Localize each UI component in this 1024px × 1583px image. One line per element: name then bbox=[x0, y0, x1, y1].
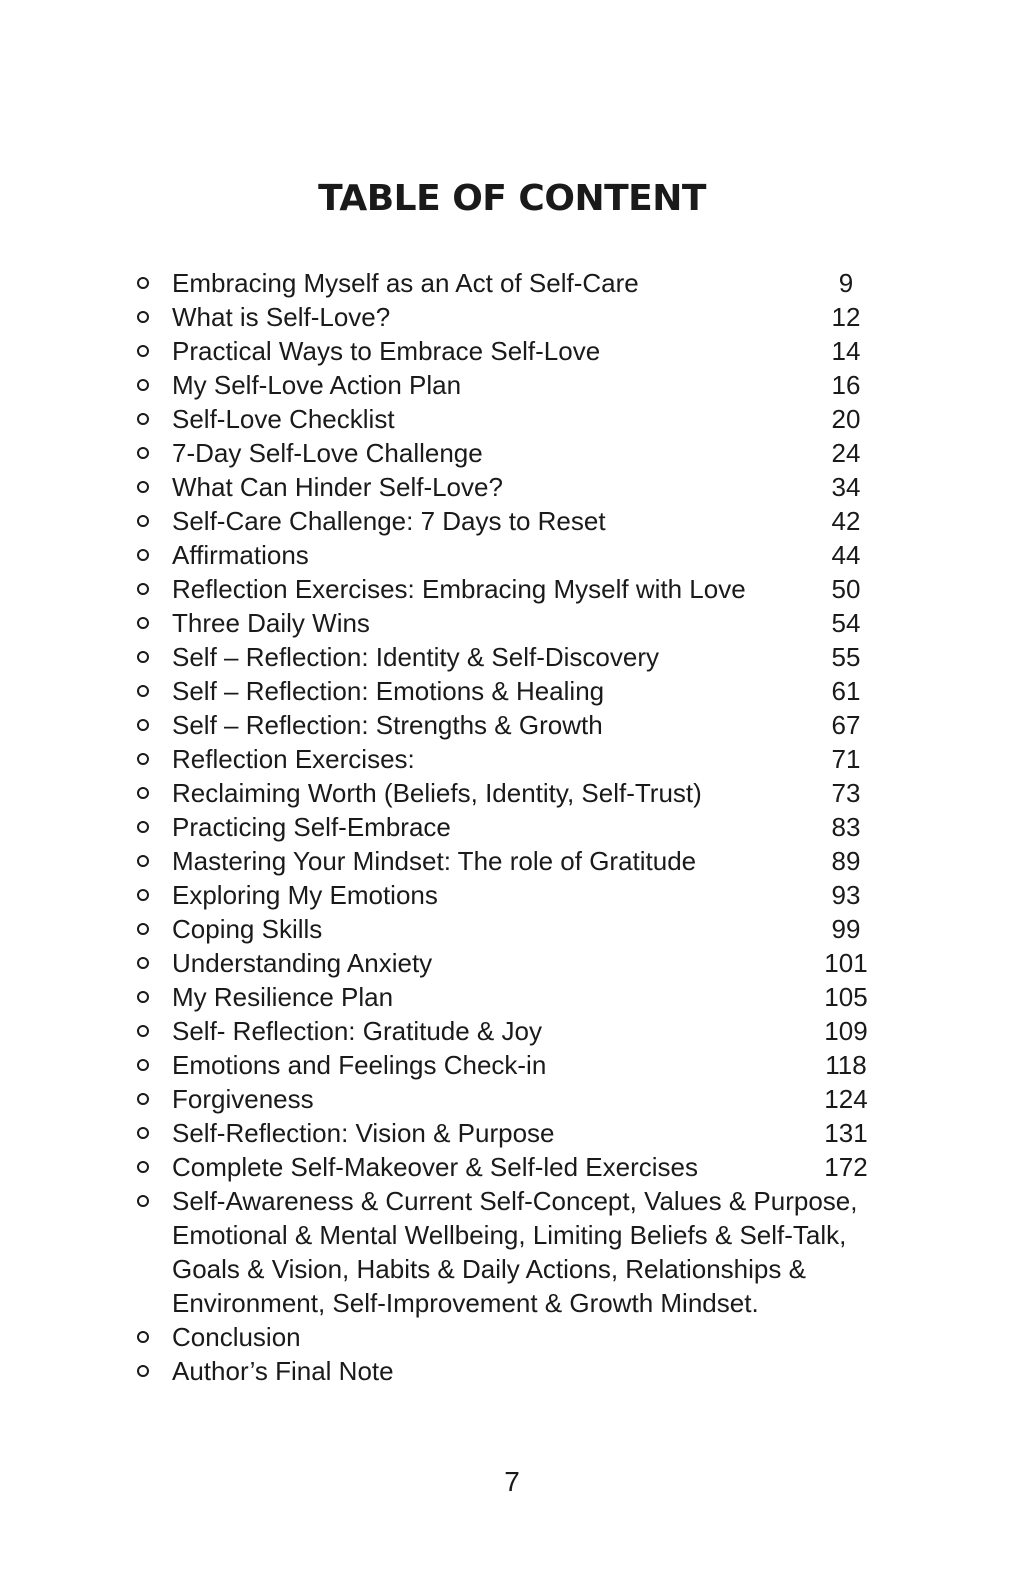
bullet-circle-icon bbox=[136, 844, 172, 878]
bullet-circle-icon bbox=[136, 674, 172, 708]
bullet-circle-icon bbox=[136, 1150, 172, 1184]
toc-entry-title: Self- Reflection: Gratitude & Joy bbox=[172, 1016, 542, 1046]
bullet-circle-icon bbox=[136, 640, 172, 674]
toc-entry-title: Three Daily Wins bbox=[172, 608, 370, 638]
toc-entry-page: 109 bbox=[824, 1016, 868, 1046]
toc-entry bbox=[136, 1354, 936, 1388]
bullet-circle-icon bbox=[136, 878, 172, 912]
toc-entry-page: 44 bbox=[831, 540, 861, 570]
toc-entry-page: 61 bbox=[831, 676, 861, 706]
toc-entry bbox=[136, 1116, 936, 1150]
toc-entry-page: 131 bbox=[824, 1118, 868, 1148]
bullet-circle-icon bbox=[136, 1082, 172, 1116]
toc-entry bbox=[136, 266, 936, 300]
bullet-circle-icon bbox=[136, 912, 172, 946]
toc-entry-title: Mastering Your Mindset: The role of Gratitude bbox=[172, 846, 697, 876]
toc-entry-page: 124 bbox=[824, 1084, 868, 1114]
toc-entry-page: 12 bbox=[831, 302, 861, 332]
toc-entry-page: 20 bbox=[831, 404, 861, 434]
toc-entry-title: Self-Awareness & Current Self-Concept, Values & Purpose, Emotional & Mental Wellbeing, Limiting Beliefs & Self-Talk, Goals & Vision, Habits & Daily Actions, Relationships & Environment, Self-Improvement & Growth Mindset. bbox=[172, 1186, 858, 1318]
toc-entry bbox=[136, 368, 936, 402]
toc-entry-page: 55 bbox=[831, 642, 861, 672]
toc-entry-title: What Can Hinder Self-Love? bbox=[172, 472, 503, 502]
toc-entry bbox=[136, 946, 936, 980]
toc-entry-title: Practicing Self-Embrace bbox=[172, 812, 451, 842]
toc-entry-title: Understanding Anxiety bbox=[172, 948, 433, 978]
bullet-circle-icon bbox=[136, 1014, 172, 1048]
toc-entry bbox=[136, 640, 936, 674]
toc-entry bbox=[136, 980, 936, 1014]
toc-entry-page: 14 bbox=[831, 336, 861, 366]
bullet-circle-icon bbox=[136, 946, 172, 980]
bullet-circle-icon bbox=[136, 300, 172, 334]
toc-entry bbox=[136, 300, 936, 334]
toc-entry-page: 101 bbox=[824, 948, 868, 978]
bullet-circle-icon bbox=[136, 1048, 172, 1082]
toc-entry bbox=[136, 1082, 936, 1116]
toc-entry-page: 105 bbox=[824, 982, 868, 1012]
toc-entry-title: My Resilience Plan bbox=[172, 982, 394, 1012]
bullet-circle-icon bbox=[136, 402, 172, 436]
toc-entry bbox=[136, 402, 936, 436]
toc-entry-title: Conclusion bbox=[172, 1322, 301, 1352]
toc-entry-title: Complete Self-Makeover & Self-led Exercises bbox=[172, 1152, 698, 1182]
toc-entry bbox=[136, 674, 936, 708]
toc-entry bbox=[136, 436, 936, 470]
toc-entry-page: 9 bbox=[838, 268, 854, 298]
toc-entry bbox=[136, 1014, 936, 1048]
toc-entry-page: 99 bbox=[831, 914, 861, 944]
toc-entry-title: Exploring My Emotions bbox=[172, 880, 438, 910]
toc-entry-title: Practical Ways to Embrace Self-Love bbox=[172, 336, 601, 366]
toc-entry bbox=[136, 878, 936, 912]
bullet-circle-icon bbox=[136, 368, 172, 402]
toc-entry bbox=[136, 1320, 936, 1354]
toc-entry-title: Affirmations bbox=[172, 540, 309, 570]
toc-entry-title: Self-Reflection: Vision & Purpose bbox=[172, 1118, 555, 1148]
toc-entry bbox=[136, 912, 936, 946]
toc-entry-title: Emotions and Feelings Check-in bbox=[172, 1050, 547, 1080]
toc-entry-page: 42 bbox=[831, 506, 861, 536]
toc-entry-page: 83 bbox=[831, 812, 861, 842]
bullet-circle-icon bbox=[136, 742, 172, 776]
bullet-circle-icon bbox=[136, 708, 172, 742]
toc-entry-page: 93 bbox=[831, 880, 861, 910]
toc-entry bbox=[136, 776, 936, 810]
toc-entry-page: 34 bbox=[831, 472, 861, 502]
toc-entry bbox=[136, 606, 936, 640]
toc-entry-title: Reflection Exercises: bbox=[172, 744, 415, 774]
toc-entry bbox=[136, 1150, 936, 1184]
bullet-circle-icon bbox=[136, 1320, 172, 1354]
toc-entry-title: Embracing Myself as an Act of Self-Care bbox=[172, 268, 639, 298]
toc-entry bbox=[136, 742, 936, 776]
toc-entry-title: Self – Reflection: Identity & Self-Discovery bbox=[172, 642, 659, 672]
toc-entry-title: Self – Reflection: Emotions & Healing bbox=[172, 676, 605, 706]
toc-entry-title: Forgiveness bbox=[172, 1084, 314, 1114]
bullet-circle-icon bbox=[136, 504, 172, 538]
bullet-circle-icon bbox=[136, 810, 172, 844]
toc-entry-title: Coping Skills bbox=[172, 914, 323, 944]
toc-entry-title: Reclaiming Worth (Beliefs, Identity, Self-Trust) bbox=[172, 778, 702, 808]
toc-entry-page: 73 bbox=[831, 778, 861, 808]
toc-entry bbox=[136, 572, 936, 606]
toc-entry-title: Reflection Exercises: Embracing Myself with Love bbox=[172, 574, 746, 604]
toc-entry-page: 54 bbox=[831, 608, 861, 638]
bullet-circle-icon bbox=[136, 572, 172, 606]
toc-entry-title: Self-Care Challenge: 7 Days to Reset bbox=[172, 506, 606, 536]
toc-entry-page: 50 bbox=[831, 574, 861, 604]
bullet-circle-icon bbox=[136, 1184, 172, 1218]
toc-entry-page: 71 bbox=[831, 744, 861, 774]
toc-entry-page: 67 bbox=[831, 710, 861, 740]
toc-entry-title: 7-Day Self-Love Challenge bbox=[172, 438, 483, 468]
bullet-circle-icon bbox=[136, 470, 172, 504]
bullet-circle-icon bbox=[136, 606, 172, 640]
toc-entry-title: Self – Reflection: Strengths & Growth bbox=[172, 710, 603, 740]
toc-entry-page: 118 bbox=[825, 1050, 867, 1080]
toc-entry bbox=[136, 708, 936, 742]
toc-entry-page: 24 bbox=[831, 438, 861, 468]
page-title: TABLE OF CONTENT bbox=[318, 178, 706, 219]
toc-entry-title: My Self-Love Action Plan bbox=[172, 370, 462, 400]
toc-entry-page: 16 bbox=[831, 370, 861, 400]
toc-entry bbox=[136, 844, 936, 878]
toc-entry bbox=[136, 810, 936, 844]
bullet-circle-icon bbox=[136, 980, 172, 1014]
bullet-circle-icon bbox=[136, 436, 172, 470]
bullet-circle-icon bbox=[136, 266, 172, 300]
toc-entry-title: Self-Love Checklist bbox=[172, 404, 395, 434]
toc-entry-page: 89 bbox=[831, 846, 861, 876]
toc-entry bbox=[136, 538, 936, 572]
table-of-contents-list bbox=[136, 266, 936, 1388]
bullet-circle-icon bbox=[136, 538, 172, 572]
toc-entry bbox=[136, 334, 936, 368]
toc-entry bbox=[136, 470, 936, 504]
toc-entry-title: Author’s Final Note bbox=[172, 1356, 394, 1386]
toc-entry-title: What is Self-Love? bbox=[172, 302, 391, 332]
page-number: 7 bbox=[504, 1466, 520, 1497]
bullet-circle-icon bbox=[136, 1116, 172, 1150]
bullet-circle-icon bbox=[136, 776, 172, 810]
toc-entry bbox=[136, 1184, 936, 1320]
bullet-circle-icon bbox=[136, 334, 172, 368]
toc-entry-page: 172 bbox=[824, 1152, 868, 1182]
toc-entry bbox=[136, 1048, 936, 1082]
toc-entry bbox=[136, 504, 936, 538]
bullet-circle-icon bbox=[136, 1354, 172, 1388]
